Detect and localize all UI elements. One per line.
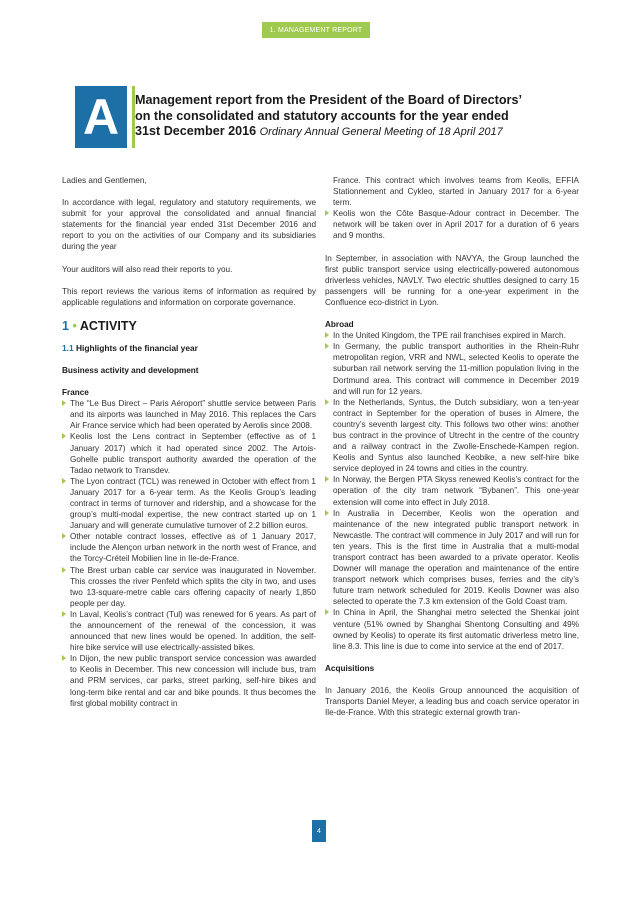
list-item: Other notable contract losses, effective as of 1 January 2017, include the Alençon urban network in the north west of France, and the Torcy-Créteil Mobilien line in Ile-de-France. (62, 531, 316, 564)
list-item: The Brest urban cable car service was inaugurated in November. This crosses the river Penfeld which splits the city in two, and uses two 13-square-metre cable cars offering capacity of nearly 1,850 people per day. (62, 565, 316, 609)
acquisitions-paragraph: In January 2016, the Keolis Group announced the acquisition of Transports Daniel Meyer, a leading bus and coach service operator in Ile-de-France. With this strategic external growth tran- (325, 685, 579, 718)
subsection-number: 1.1 (62, 342, 74, 353)
list-item: Keolis lost the Lens contract in September (effective as of 1 January 2017) which it had operated since 2002. The Artois-Gohelle public transport authority awarded the operation of the Tadao network to Transdev. (62, 431, 316, 475)
title-line-1: Management report from the President of the Board of Directors’ (135, 93, 522, 107)
france-heading: France (62, 388, 89, 398)
salutation: Ladies and Gentlemen, (62, 176, 147, 185)
list-item: In China in April, the Shanghai metro selected the Shenkai joint venture (51% owned by Shanghai Shentong Consulting and 49% owned by Keolis) to operate its first automatic driverless metro line, line 8.3. This line is due to come into service at the end of 2017. (325, 607, 579, 651)
section-header-label: 1. MANAGEMENT REPORT (269, 26, 363, 34)
page-title (135, 93, 575, 141)
list-item: In Germany, the public transport authorities in the Rhein-Ruhr metropolitan region, VRR and NWL, selected Keolis to operate the suburban rail network serving the 11-million population living in the Dortmund area. This contract will commence in December 2019 and will run for 12 years. (325, 341, 579, 396)
section-bullet: • (72, 318, 77, 333)
page-number-label: 4 (317, 827, 321, 835)
section-header-tab (262, 22, 370, 38)
title-block (75, 86, 585, 154)
list-item: In Australia in December, Keolis won the operation and maintenance of the new integrated public transport network in Newcastle. The contract will commence in July 2017 and will run for ten years. This is the first time in Australia that a multi-modal transport contract has been awarded to a private operator. Keolis Downer will manage the operation and maintenance of the entire transport network which comprises buses, ferries and the city’s future tram network scheduled for 2019. Keolis Downer was also selected to operate the 7.3 km extension of the Gold Coast tram. (325, 508, 579, 608)
abroad-bullet-list (325, 330, 579, 652)
section-number: 1 (62, 318, 69, 333)
navya-paragraph: In September, in association with NAVYA, the Group launched the first public transport service using electrically-powered autonomous driverless vehicles, NAVLY. Two electric shuttles designed to carry 15 passengers will be running for a one-year experiment in the Confluence eco-district in Lyon. (325, 253, 579, 307)
list-item: The “Le Bus Direct – Paris Aéroport” shuttle service between Paris and its airports was launched in May 2016. This replaces the Cars Air France service which had been operated by Aerolis since 2008. (62, 398, 316, 431)
business-heading: Business activity and development (62, 365, 199, 375)
list-item: Keolis won the Côte Basque-Adour contract in December. The network will be taken over in April 2017 for a duration of 6 years and 9 months. (325, 208, 579, 241)
title-line-3 (135, 124, 575, 141)
abroad-heading: Abroad (325, 320, 354, 330)
title-meeting: Ordinary Annual General Meeting of 18 April 2017 (259, 126, 503, 138)
page-number (312, 820, 326, 842)
title-line-2: on the consolidated and statutory accounts for the year ended (135, 108, 509, 123)
right-column (325, 175, 579, 718)
continuation-text: France. This contract which involves teams from Keolis, EFFIA Stationnement and Cykleo, started in January 2017 for a 6-year term. (333, 176, 579, 208)
title-letter: A (82, 89, 120, 145)
section-heading (62, 319, 316, 333)
section-title: ACTIVITY (79, 318, 137, 333)
list-item: In Dijon, the new public transport service concession was awarded to Keolis in December. This new concession will include bus, tram and PRM services, car parks, street parking, self-hire bikes and long-term bike rental and car and bike pounds. It thus becomes the first global mobility contract in (62, 653, 316, 708)
intro-paragraph-1: In accordance with legal, regulatory and statutory requirements, we submit for your approval the consolidated and annual financial statements for the financial year ended 31st December 2016 and report to you on the activities of our Company and its subsidiaries during the year (62, 198, 316, 252)
list-item: In Laval, Keolis’s contract (Tul) was renewed for 6 years. As part of the announcement of the renewal of the concession, it was announced that new lines would be opened. In addition, the self-hire bike service will use electrically-assisted bikes. (62, 609, 316, 653)
title-letter-box (75, 86, 127, 148)
intro-paragraph-3: This report reviews the various items of information as required by applicable regulations and information on corporate governance. (62, 286, 316, 307)
subsection-title: Highlights of the financial year (75, 342, 198, 353)
left-column (62, 175, 316, 709)
subsection-heading (62, 343, 316, 354)
list-item: The Lyon contract (TCL) was renewed in October with effect from 1 January 2017 for a 6-year term. As the Keolis Group’s leading contract in terms of turnover and ridership, and a showcase for the group’s multi-modal expertise, the new contract started up on 1 January and will generate cumulative turnover of 2.2 billion euros. (62, 476, 316, 531)
title-date: 31st December 2016 (135, 124, 257, 138)
france-bullet-list (62, 398, 316, 709)
list-item: In the United Kingdom, the TPE rail franchises expired in March. (325, 330, 579, 341)
list-item: In the Netherlands, Syntus, the Dutch subsidiary, won a ten-year contract in September for the operation of buses in Almere, the country’s seventh largest city. This follows two other wins: another bus contract in the province of Utrecht in the centre of the country and a railway contract in the Zwolle-Enschede-Kampen region. Keolis and Syntus also launched Keobike, a new self-hire bike service deployed in 24 towns and cities in the country. (325, 397, 579, 475)
list-item: In Norway, the Bergen PTA Skyss renewed Keolis’s contract for the operation of the city tram network “Bybanen”. This one-year extension will come into effect in July 2018. (325, 474, 579, 507)
acquisitions-heading: Acquisitions (325, 663, 375, 673)
intro-paragraph-2: Your auditors will also read their reports to you. (62, 264, 233, 274)
